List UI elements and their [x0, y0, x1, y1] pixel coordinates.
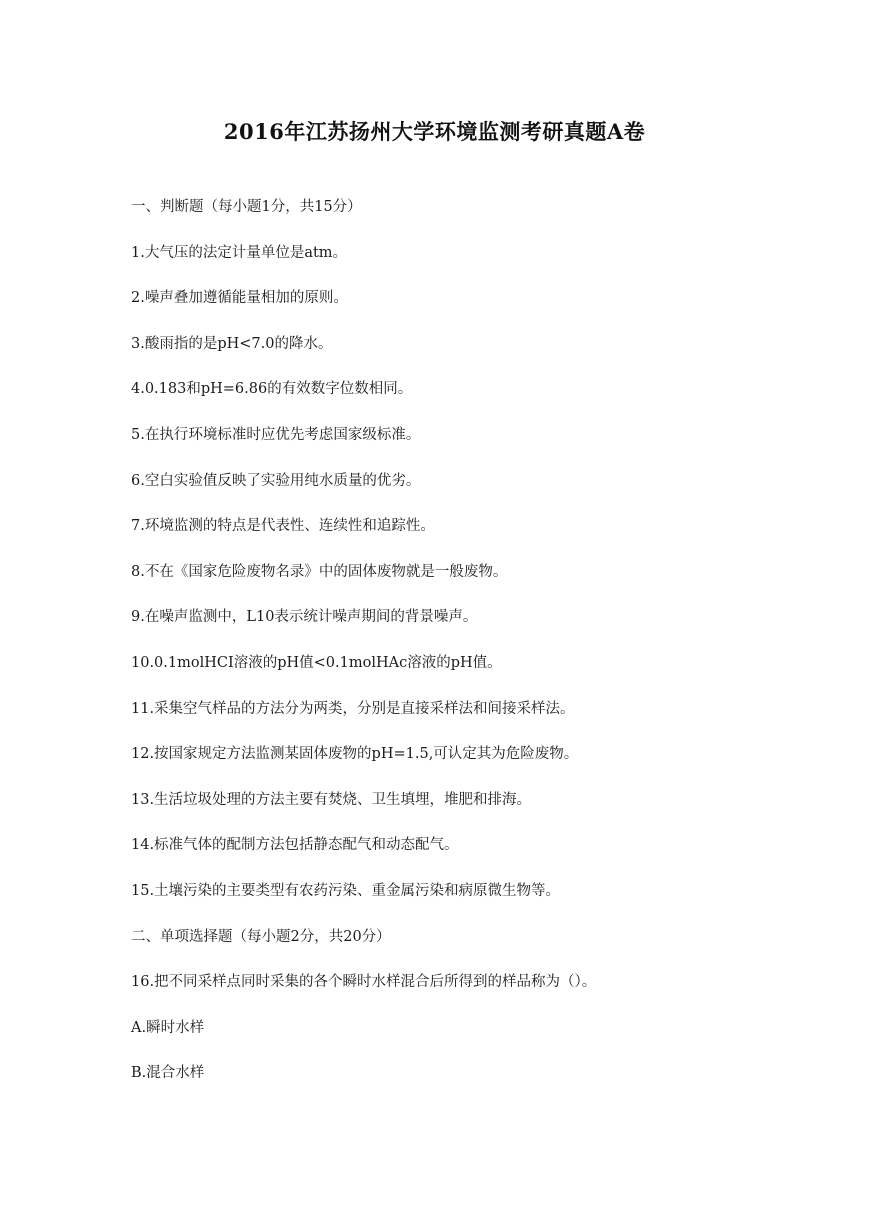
- document-title: 2016年江苏扬州大学环境监测考研真题A卷: [223, 119, 646, 144]
- question-10: 10.0.1molHCI溶液的pH值<0.1molHAc溶液的pH值。: [131, 654, 502, 671]
- section-heading-single-choice: 二、单项选择题（每小题2分，共20分）: [131, 928, 391, 945]
- question-16: 16.把不同采样点同时采集的各个瞬时水样混合后所得到的样品称为（）。: [131, 974, 597, 991]
- question-2: 2.噪声叠加遵循能量相加的原则。: [131, 290, 348, 307]
- question-8: 8.不在《国家危险废物名录》中的固体废物就是一般废物。: [131, 563, 508, 580]
- question-4: 4.0.183和pH=6.86的有效数字位数相同。: [131, 381, 413, 398]
- question-1: 1.大气压的法定计量单位是atm。: [131, 244, 348, 261]
- question-11: 11.采集空气样品的方法分为两类，分别是直接采样法和间接采样法。: [131, 700, 575, 717]
- question-6: 6.空白实验值反映了实验用纯水质量的优劣。: [131, 472, 421, 489]
- question-5: 5.在执行环境标准时应优先考虑国家级标准。: [131, 426, 421, 443]
- option-b: B.混合水样: [131, 1065, 205, 1082]
- question-3: 3.酸雨指的是pH<7.0的降水。: [131, 335, 333, 352]
- document-body: [131, 197, 811, 1109]
- question-14: 14.标准气体的配制方法包括静态配气和动态配气。: [131, 837, 459, 854]
- question-15: 15.土壤污染的主要类型有农药污染、重金属污染和病原微生物等。: [131, 882, 561, 899]
- question-12: 12.按国家规定方法监测某固体废物的pH=1.5,可认定其为危险废物。: [131, 746, 579, 763]
- question-7: 7.环境监测的特点是代表性、连续性和追踪性。: [131, 518, 435, 535]
- question-13: 13.生活垃圾处理的方法主要有焚烧、卫生填埋，堆肥和排海。: [131, 791, 532, 808]
- option-a: A.瞬时水样: [131, 1019, 205, 1036]
- question-9: 9.在噪声监测中，L10表示统计噪声期间的背景噪声。: [131, 609, 478, 626]
- section-heading-judgment: 一、判断题（每小题1分，共15分）: [131, 199, 362, 215]
